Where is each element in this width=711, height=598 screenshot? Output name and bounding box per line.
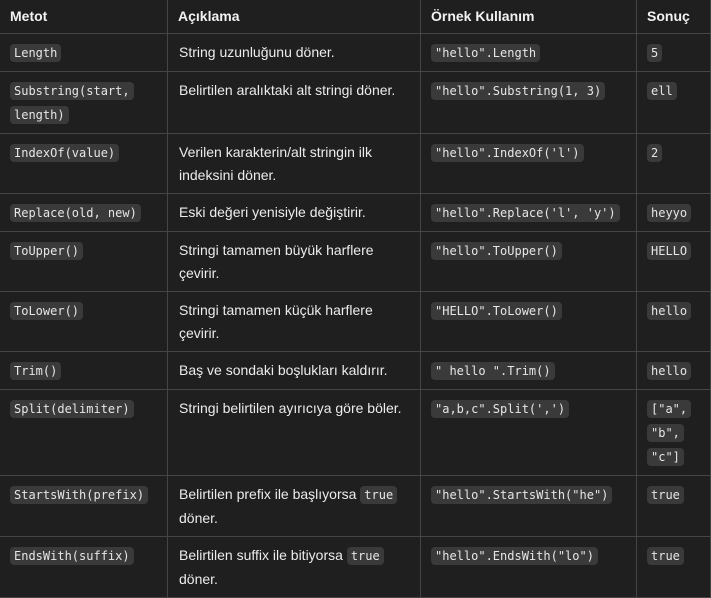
result-code: heyyo	[647, 204, 691, 222]
result-cell	[637, 390, 711, 476]
method-cell	[0, 194, 168, 232]
method-cell	[0, 34, 168, 72]
example-code: "hello".Replace('l', 'y')	[431, 204, 620, 222]
header-example: Örnek Kullanım	[421, 0, 637, 34]
table-header	[0, 0, 711, 34]
method-cell	[0, 537, 168, 598]
result-cell	[637, 292, 711, 352]
example-code: "hello".StartsWith("he")	[431, 486, 612, 504]
result-code: hello	[647, 362, 691, 380]
result-cell	[637, 194, 711, 232]
table-row	[0, 194, 711, 232]
example-code: "hello".Length	[431, 44, 540, 62]
method-code: StartsWith(prefix)	[10, 486, 148, 504]
example-cell	[421, 537, 637, 598]
method-code: ToLower()	[10, 302, 83, 320]
description-cell: Verilen karakterin/alt stringin ilk indeksini döner.	[168, 134, 421, 194]
description-cell: Eski değeri yenisiyle değiştirir.	[168, 194, 421, 232]
description-cell	[168, 537, 421, 598]
method-code: IndexOf(value)	[10, 144, 119, 162]
result-code: 2	[647, 144, 662, 162]
table-row	[0, 134, 711, 194]
method-cell	[0, 352, 168, 390]
method-code: Substring(start, length)	[10, 82, 134, 124]
method-cell	[0, 134, 168, 194]
result-cell	[637, 232, 711, 292]
table-row	[0, 476, 711, 537]
example-cell	[421, 72, 637, 134]
table-row	[0, 537, 711, 598]
description-cell: Stringi tamamen küçük harflere çevirir.	[168, 292, 421, 352]
method-code: Length	[10, 44, 61, 62]
method-code: ToUpper()	[10, 242, 83, 260]
example-cell	[421, 390, 637, 476]
result-code: hello	[647, 302, 691, 320]
example-code: "hello".IndexOf('l')	[431, 144, 584, 162]
header-row	[0, 0, 711, 34]
description-cell: Stringi belirtilen ayırıcıya göre böler.	[168, 390, 421, 476]
method-code: Split(delimiter)	[10, 400, 134, 418]
example-code: "hello".Substring(1, 3)	[431, 82, 605, 100]
example-cell	[421, 34, 637, 72]
description-cell: Belirtilen aralıktaki alt stringi döner.	[168, 72, 421, 134]
description-cell	[168, 476, 421, 537]
result-code: ell	[647, 82, 677, 100]
table-body	[0, 34, 711, 598]
method-code: EndsWith(suffix)	[10, 547, 134, 565]
method-code: Replace(old, new)	[10, 204, 141, 222]
example-code: " hello ".Trim()	[431, 362, 555, 380]
description-cell: Baş ve sondaki boşlukları kaldırır.	[168, 352, 421, 390]
result-code: true	[647, 547, 684, 565]
table-row	[0, 72, 711, 134]
example-code: "hello".ToUpper()	[431, 242, 562, 260]
example-cell	[421, 292, 637, 352]
result-cell	[637, 134, 711, 194]
description-text: döner.	[179, 510, 218, 526]
table-row	[0, 292, 711, 352]
table-row	[0, 34, 711, 72]
table-row	[0, 352, 711, 390]
example-cell	[421, 352, 637, 390]
header-method: Metot	[0, 0, 168, 34]
method-cell	[0, 390, 168, 476]
example-code: "hello".EndsWith("lo")	[431, 547, 598, 565]
result-code: ["a", "b", "c"]	[647, 400, 691, 466]
example-cell	[421, 194, 637, 232]
description-inline-code: true	[347, 547, 384, 565]
result-code: HELLO	[647, 242, 691, 260]
header-description: Açıklama	[168, 0, 421, 34]
example-cell	[421, 476, 637, 537]
method-code: Trim()	[10, 362, 61, 380]
method-cell	[0, 72, 168, 134]
result-cell	[637, 537, 711, 598]
method-cell	[0, 476, 168, 537]
description-cell: Stringi tamamen büyük harflere çevirir.	[168, 232, 421, 292]
result-code: 5	[647, 44, 662, 62]
result-cell	[637, 352, 711, 390]
result-cell	[637, 476, 711, 537]
method-cell	[0, 232, 168, 292]
example-code: "HELLO".ToLower()	[431, 302, 562, 320]
table-row	[0, 390, 711, 476]
method-cell	[0, 292, 168, 352]
table-row	[0, 232, 711, 292]
description-cell: String uzunluğunu döner.	[168, 34, 421, 72]
description-text: döner.	[179, 571, 218, 587]
result-cell	[637, 72, 711, 134]
example-cell	[421, 134, 637, 194]
description-text: Belirtilen suffix ile bitiyorsa	[179, 547, 343, 563]
example-code: "a,b,c".Split(',')	[431, 400, 569, 418]
example-cell	[421, 232, 637, 292]
description-text: Belirtilen prefix ile başlıyorsa	[179, 486, 357, 502]
result-cell	[637, 34, 711, 72]
result-code: true	[647, 486, 684, 504]
header-result: Sonuç	[637, 0, 711, 34]
description-inline-code: true	[360, 486, 397, 504]
